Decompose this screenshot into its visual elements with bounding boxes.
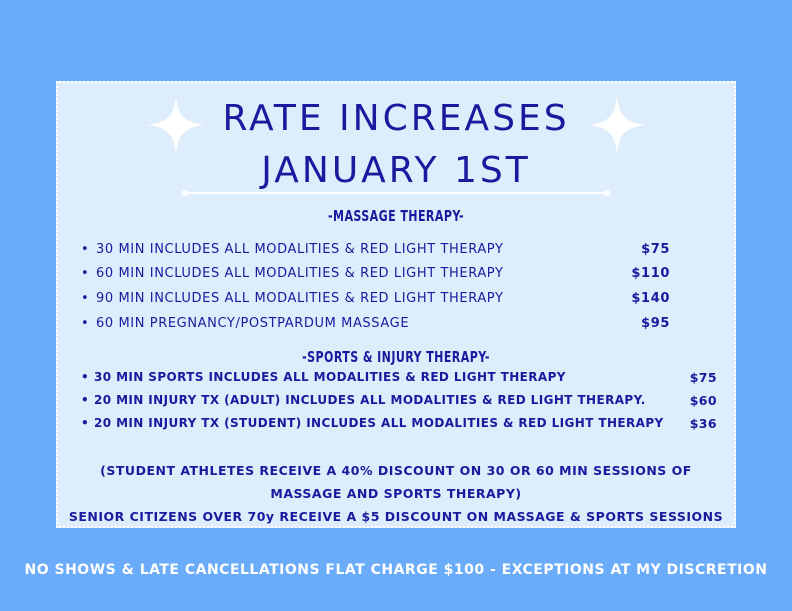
service-description: 20 MIN INJURY TX (ADULT) INCLUDES ALL MODALITIES & RED LIGHT THERAPY. [94,393,646,407]
service-description: 30 MIN SPORTS INCLUDES ALL MODALITIES & RED LIGHT THERAPY [94,370,566,384]
list-item [0,416,792,436]
list-item [0,316,792,336]
sports-injury-therapy-heading: -SPORTS & INJURY THERAPY- [302,348,490,366]
service-description: 60 MIN PREGNANCY/POSTPARDUM MASSAGE [96,316,410,331]
bullet-icon: • [81,291,90,306]
title-date: JANUARY 1ST [261,150,531,191]
title-divider [185,192,607,194]
service-price: $75 [689,370,717,385]
service-price: $75 [641,242,670,257]
bullet-icon: • [81,370,90,384]
service-description: 90 MIN INCLUDES ALL MODALITIES & RED LIGHT THERAPY [96,291,504,306]
list-item [0,242,792,262]
title-rate-increases: RATE INCREASES [222,98,570,139]
student-discount-line-1: (STUDENT ATHLETES RECEIVE A 40% DISCOUNT ON 30 OR 60 MIN SESSIONS OF [100,463,692,478]
massage-therapy-heading: -MASSAGE THERAPY- [328,207,464,225]
bullet-icon: • [81,416,90,430]
bullet-icon: • [81,316,90,331]
bullet-icon: • [81,393,90,407]
service-description: 60 MIN INCLUDES ALL MODALITIES & RED LIGHT THERAPY [96,266,504,281]
service-description: 20 MIN INJURY TX (STUDENT) INCLUDES ALL MODALITIES & RED LIGHT THERAPY [94,416,664,430]
service-price: $60 [689,393,717,408]
list-item [0,266,792,286]
service-description: 30 MIN INCLUDES ALL MODALITIES & RED LIGHT THERAPY [96,242,504,257]
senior-discount-note: SENIOR CITIZENS OVER 70y RECEIVE A $5 DISCOUNT ON MASSAGE & SPORTS SESSIONS [68,509,724,524]
service-price: $140 [631,291,670,306]
list-item [0,370,792,390]
bullet-icon: • [81,266,90,281]
student-discount-line-2: MASSAGE AND SPORTS THERAPY) [270,486,522,501]
list-item [0,393,792,413]
service-price: $95 [641,316,670,331]
bullet-icon: • [81,242,90,257]
student-discount-note [60,459,732,528]
list-item [0,291,792,311]
cancellation-policy-footer: NO SHOWS & LATE CANCELLATIONS FLAT CHARGE $100 - EXCEPTIONS AT MY DISCRETION [24,562,768,578]
service-price: $110 [631,266,670,281]
service-price: $36 [689,416,717,431]
